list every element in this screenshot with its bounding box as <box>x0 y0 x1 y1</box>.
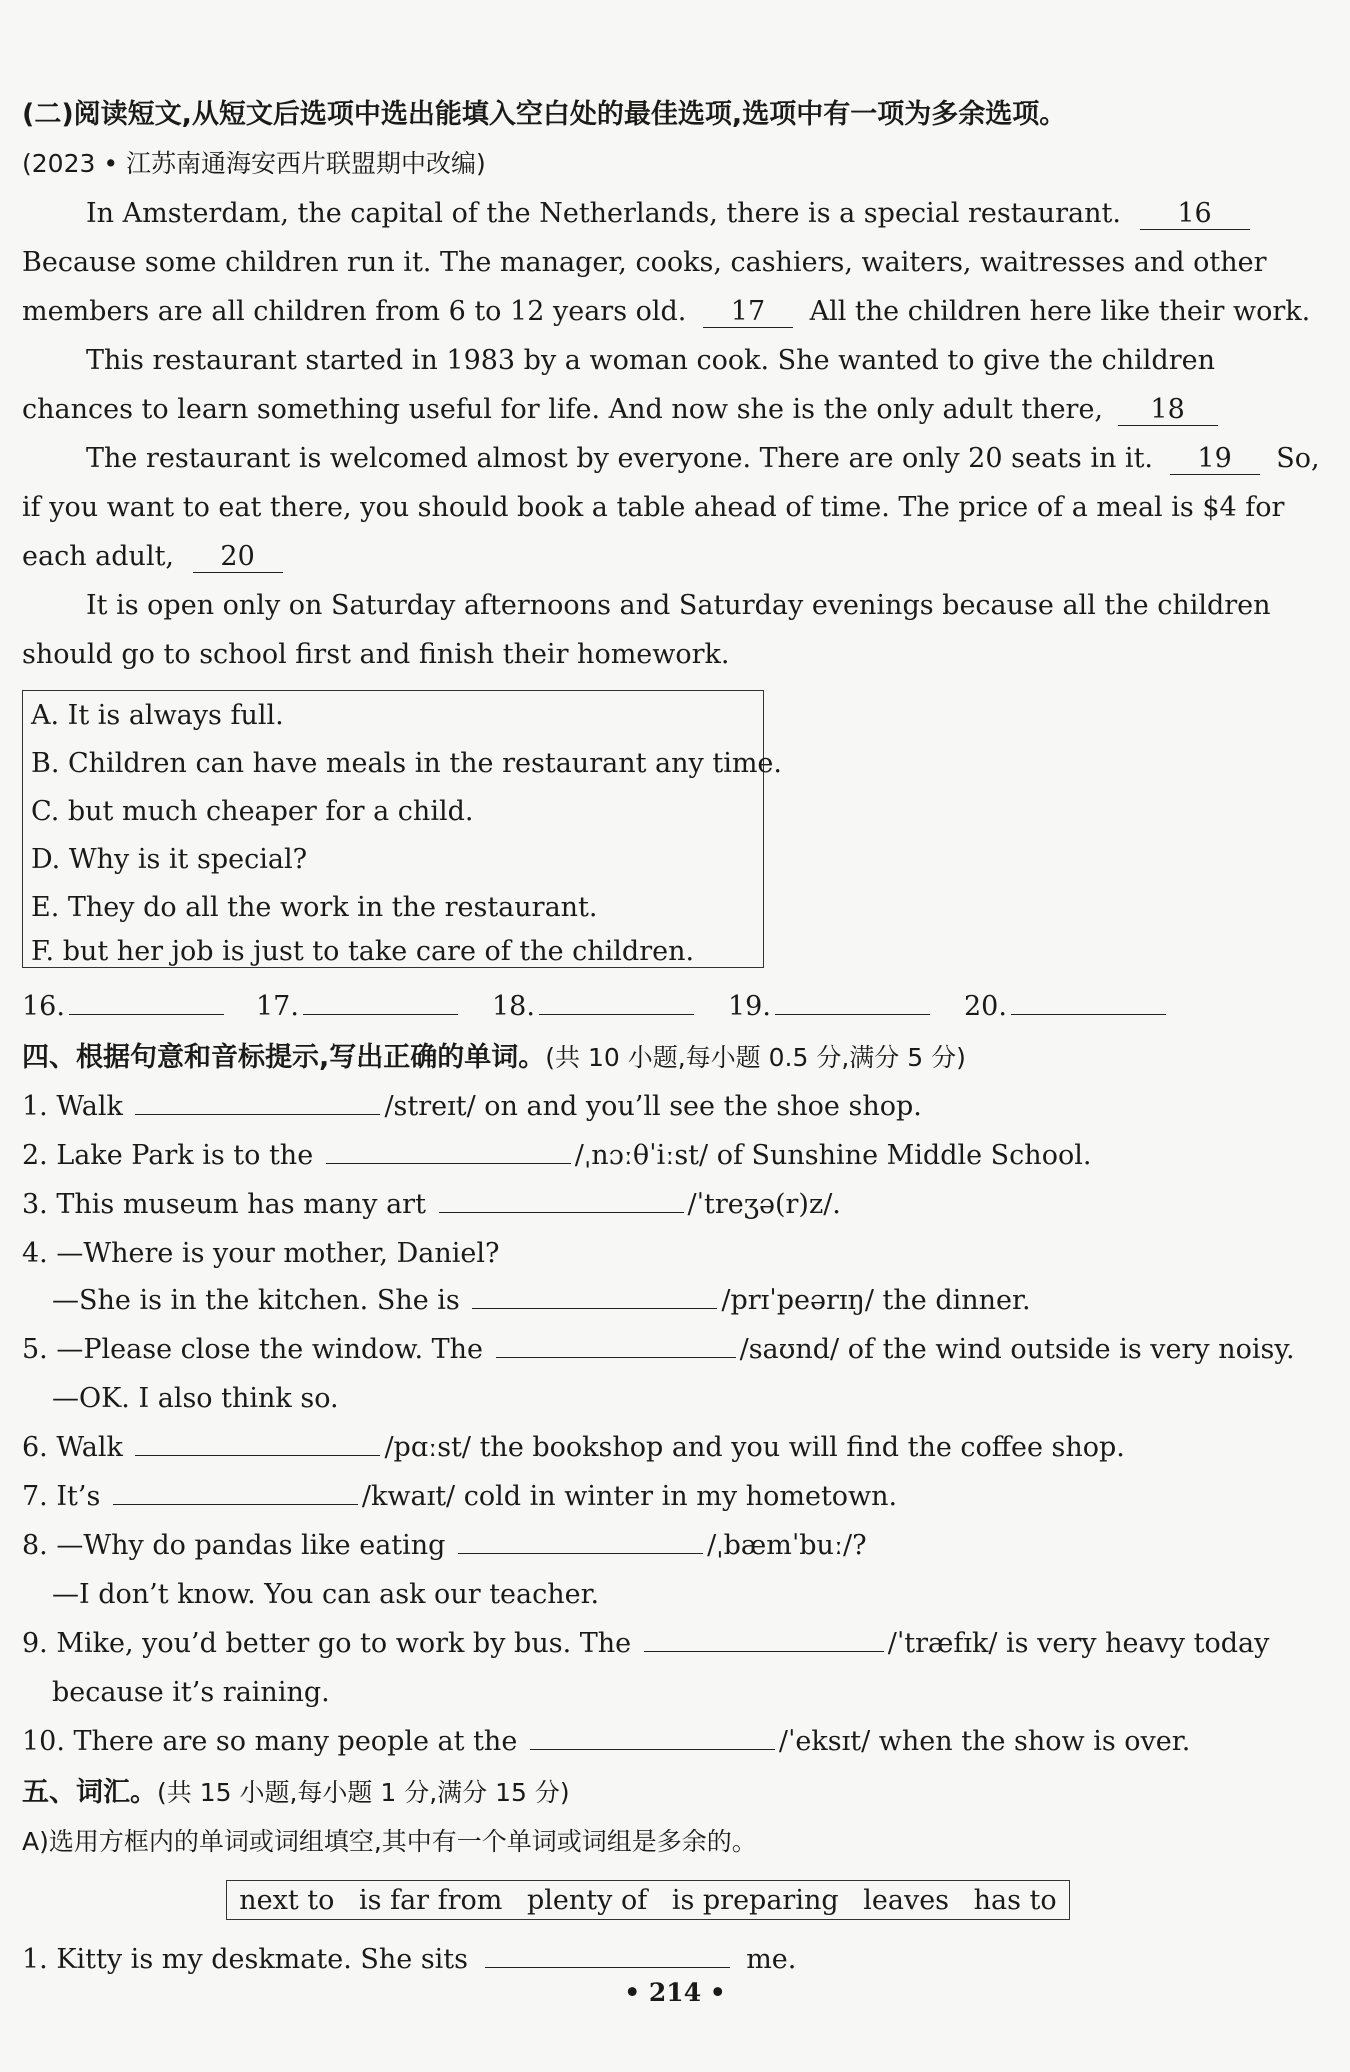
q6-input[interactable] <box>135 1455 380 1456</box>
answer-20: 20. <box>964 990 1166 1024</box>
blank-17[interactable]: 17 <box>703 297 793 328</box>
passage-line-7: if you want to eat there, you should book a table ahead of time. The price of a meal is $4 for <box>22 492 1285 523</box>
answer-19: 19. <box>728 990 930 1024</box>
section-four-title: 四、根据句意和音标提示,写出正确的单词。 <box>22 1042 546 1073</box>
word-bank-item: is preparing <box>671 1884 839 1916</box>
answer-blank-18[interactable] <box>539 1014 694 1015</box>
word-bank-item: plenty of <box>527 1884 648 1916</box>
blank-20[interactable]: 20 <box>193 542 283 573</box>
blank-19[interactable]: 19 <box>1170 444 1260 475</box>
word-bank-item: next to <box>239 1884 335 1916</box>
q8-input[interactable] <box>458 1553 703 1554</box>
word-bank-box <box>226 1880 1070 1920</box>
passage-line-3: members are all children from 6 to 12 years old. 17 All the children here like their work. <box>22 296 1311 327</box>
question-5-a: 5. —Please close the window. The /saʊnd/ of the wind outside is very noisy. <box>22 1334 1295 1365</box>
question-1: 1. Walk /streɪt/ on and you’ll see the shoe shop. <box>22 1091 922 1122</box>
page-number: • 214 • <box>624 1978 726 2007</box>
question-7: 7. It’s /kwaɪt/ cold in winter in my hometown. <box>22 1481 898 1512</box>
answer-blank-16[interactable] <box>69 1014 224 1015</box>
passage-line-4: This restaurant started in 1983 by a woman cook. She wanted to give the children <box>86 345 1215 376</box>
question-4-a: 4. —Where is your mother, Daniel? <box>22 1238 500 1269</box>
answer-18: 18. <box>492 990 694 1024</box>
q4-input[interactable] <box>472 1308 717 1309</box>
passage-line-2: Because some children run it. The manager, cooks, cashiers, waiters, waitresses and other <box>22 247 1267 278</box>
section-four-note: (共 10 小题,每小题 0.5 分,满分 5 分) <box>545 1043 966 1072</box>
question-5-b: —OK. I also think so. <box>52 1383 339 1414</box>
question-9-b: because it’s raining. <box>52 1677 330 1708</box>
section-two-source: (2023 • 江苏南通海安西片联盟期中改编) <box>22 149 486 178</box>
blank-18[interactable]: 18 <box>1118 395 1218 426</box>
question-4-b: —She is in the kitchen. She is /prɪˈpeərɪŋ/ the dinner. <box>52 1285 1031 1316</box>
answer-blank-17[interactable] <box>303 1014 458 1015</box>
question-8-a: 8. —Why do pandas like eating /ˌbæmˈbuː/? <box>22 1530 867 1561</box>
option-e: E. They do all the work in the restaurant. <box>31 892 598 923</box>
question-2: 2. Lake Park is to the /ˌnɔːθˈiːst/ of Sunshine Middle School. <box>22 1140 1092 1171</box>
section-five-question-1: 1. Kitty is my deskmate. She sits me. <box>22 1944 797 1975</box>
answer-17: 17. <box>256 990 458 1024</box>
blank-16[interactable]: 16 <box>1140 199 1250 230</box>
passage-line-6: The restaurant is welcomed almost by everyone. There are only 20 seats in it. 19 So, <box>86 443 1320 474</box>
section-five-note: (共 15 小题,每小题 1 分,满分 15 分) <box>157 1778 570 1807</box>
q2-input[interactable] <box>326 1163 571 1164</box>
passage-line-5: chances to learn something useful for life. And now she is the only adult there, 18 <box>22 393 1218 427</box>
section-two-instruction: (二)阅读短文,从短文后选项中选出能填入空白处的最佳选项,选项中有一项为多余选项。 <box>22 99 1067 130</box>
q7-input[interactable] <box>113 1504 358 1505</box>
option-d: D. Why is it special? <box>31 844 308 875</box>
q3-input[interactable] <box>439 1212 684 1213</box>
s5-q1-input[interactable] <box>485 1967 730 1968</box>
question-3: 3. This museum has many art /ˈtreʒə(r)z/. <box>22 1189 841 1220</box>
question-10: 10. There are so many people at the /ˈeksɪt/ when the show is over. <box>22 1726 1191 1757</box>
option-c: C. but much cheaper for a child. <box>31 796 474 827</box>
q9-input[interactable] <box>644 1651 884 1652</box>
passage-line-10: should go to school first and finish their homework. <box>22 639 730 670</box>
question-8-b: —I don’t know. You can ask our teacher. <box>52 1579 600 1610</box>
answer-blank-19[interactable] <box>775 1014 930 1015</box>
option-a: A. It is always full. <box>31 700 284 731</box>
word-bank-item: leaves <box>863 1884 950 1916</box>
question-9-a: 9. Mike, you’d better go to work by bus. The /ˈtræfɪk/ is very heavy today <box>22 1628 1270 1659</box>
answer-blank-20[interactable] <box>1011 1014 1166 1015</box>
section-five-heading <box>22 1776 570 1810</box>
section-four-heading <box>22 1041 966 1075</box>
word-bank-item: has to <box>973 1884 1057 1916</box>
q5-input[interactable] <box>496 1357 736 1358</box>
options-box <box>22 690 782 968</box>
q10-input[interactable] <box>530 1749 775 1750</box>
passage-line-8: each adult, 20 <box>22 540 283 574</box>
word-bank-item: is far from <box>359 1884 503 1916</box>
section-five-title: 五、词汇。 <box>22 1777 157 1808</box>
option-b: B. Children can have meals in the restaurant any time. <box>31 748 782 779</box>
q1-input[interactable] <box>135 1114 380 1115</box>
answer-16: 16. <box>22 990 224 1024</box>
passage-line-1: In Amsterdam, the capital of the Netherlands, there is a special restaurant. 16 <box>86 197 1250 231</box>
question-6: 6. Walk /pɑːst/ the bookshop and you will find the coffee shop. <box>22 1432 1125 1463</box>
section-five-sub-a: A)选用方框内的单词或词组填空,其中有一个单词或词组是多余的。 <box>22 1827 757 1856</box>
passage-line-9: It is open only on Saturday afternoons and Saturday evenings because all the children <box>86 590 1271 621</box>
option-f: F. but her job is just to take care of the children. <box>31 936 695 967</box>
